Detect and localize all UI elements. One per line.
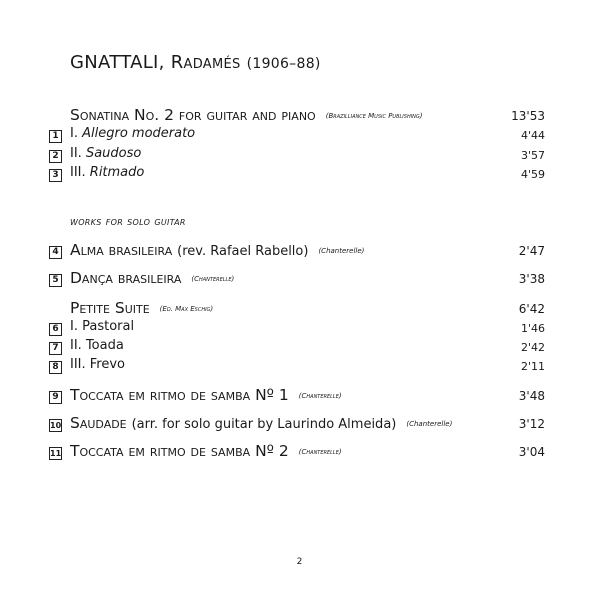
track-title: Toccata em ritmo de samba Nº 2 [70, 442, 289, 460]
petite-suite-row [0, 299, 599, 321]
sonatina-publisher: (Brazilliance Music Publishing) [325, 111, 423, 120]
composer-heading [70, 52, 321, 73]
track-title: Dança brasileira [70, 269, 182, 287]
track-duration: 3'48 [518, 389, 545, 403]
petite-publisher: (Ed. Max Eschig) [159, 304, 214, 313]
track-title: Saudade [70, 414, 127, 432]
track-duration: 3'12 [518, 417, 545, 431]
movement-numeral: III. [70, 165, 86, 180]
movement-label: II. Toada [70, 338, 124, 353]
track-number: 2 [49, 150, 62, 163]
track-row [0, 165, 599, 187]
track-number: 6 [49, 323, 62, 336]
track-number: 5 [49, 274, 62, 287]
composer-dates: (1906–88) [246, 56, 321, 72]
track-row [0, 126, 599, 148]
section-heading: works for solo guitar [70, 214, 186, 228]
track-number: 7 [49, 342, 62, 355]
movement-label: I. Pastoral [70, 319, 135, 334]
page-number: 2 [296, 557, 303, 567]
track-row [0, 241, 599, 263]
track-duration: 4'59 [520, 168, 545, 181]
track-duration: 2'11 [520, 360, 545, 373]
track-duration: 1'46 [520, 322, 545, 335]
track-row [0, 386, 599, 408]
track-row [0, 269, 599, 291]
track-number: 4 [49, 246, 62, 259]
track-number: 9 [49, 391, 62, 404]
track-row [0, 414, 599, 436]
track-duration: 2'42 [520, 341, 545, 354]
track-publisher: (Chanterelle) [298, 391, 342, 400]
track-number: 1 [49, 130, 62, 143]
track-duration: 2'47 [518, 244, 545, 258]
track-title: Alma brasileira [70, 241, 173, 259]
track-arrangement: (arr. for solo guitar by Laurindo Almeida) [131, 417, 397, 432]
track-row [0, 357, 599, 379]
track-number: 3 [49, 169, 62, 182]
petite-duration: 6'42 [518, 302, 545, 316]
track-duration: 3'57 [520, 149, 545, 162]
track-row [0, 442, 599, 464]
track-arrangement: (rev. Rafael Rabello) [177, 244, 309, 259]
petite-title: Petite Suite [70, 299, 150, 317]
track-number: 10 [50, 421, 62, 430]
track-publisher: (Chanterelle) [318, 246, 365, 255]
track-publisher: (Chanterelle) [298, 447, 342, 456]
sonatina-row [0, 106, 599, 128]
track-title: Toccata em ritmo de samba Nº 1 [70, 386, 289, 404]
track-duration: 4'44 [520, 129, 545, 142]
track-duration: 3'38 [518, 272, 545, 286]
track-number: 11 [50, 449, 62, 458]
track-publisher: (Chanterelle) [191, 274, 235, 283]
composer-name: GNATTALI, Radamés [70, 52, 241, 73]
movement-label: III. Frevo [70, 357, 126, 372]
sonatina-title: Sonatina No. 2 for guitar and piano [70, 106, 316, 124]
sonatina-duration: 13'53 [511, 109, 545, 123]
track-duration: 3'04 [518, 445, 545, 459]
movement-name: Allegro moderato [82, 126, 196, 141]
movement-numeral: II. [70, 146, 82, 161]
track-publisher: (Chanterelle) [406, 419, 453, 428]
movement-numeral: I. [70, 126, 78, 141]
movement-name: Ritmado [89, 165, 145, 180]
movement-name: Saudoso [85, 146, 142, 161]
track-number: 8 [49, 361, 62, 374]
